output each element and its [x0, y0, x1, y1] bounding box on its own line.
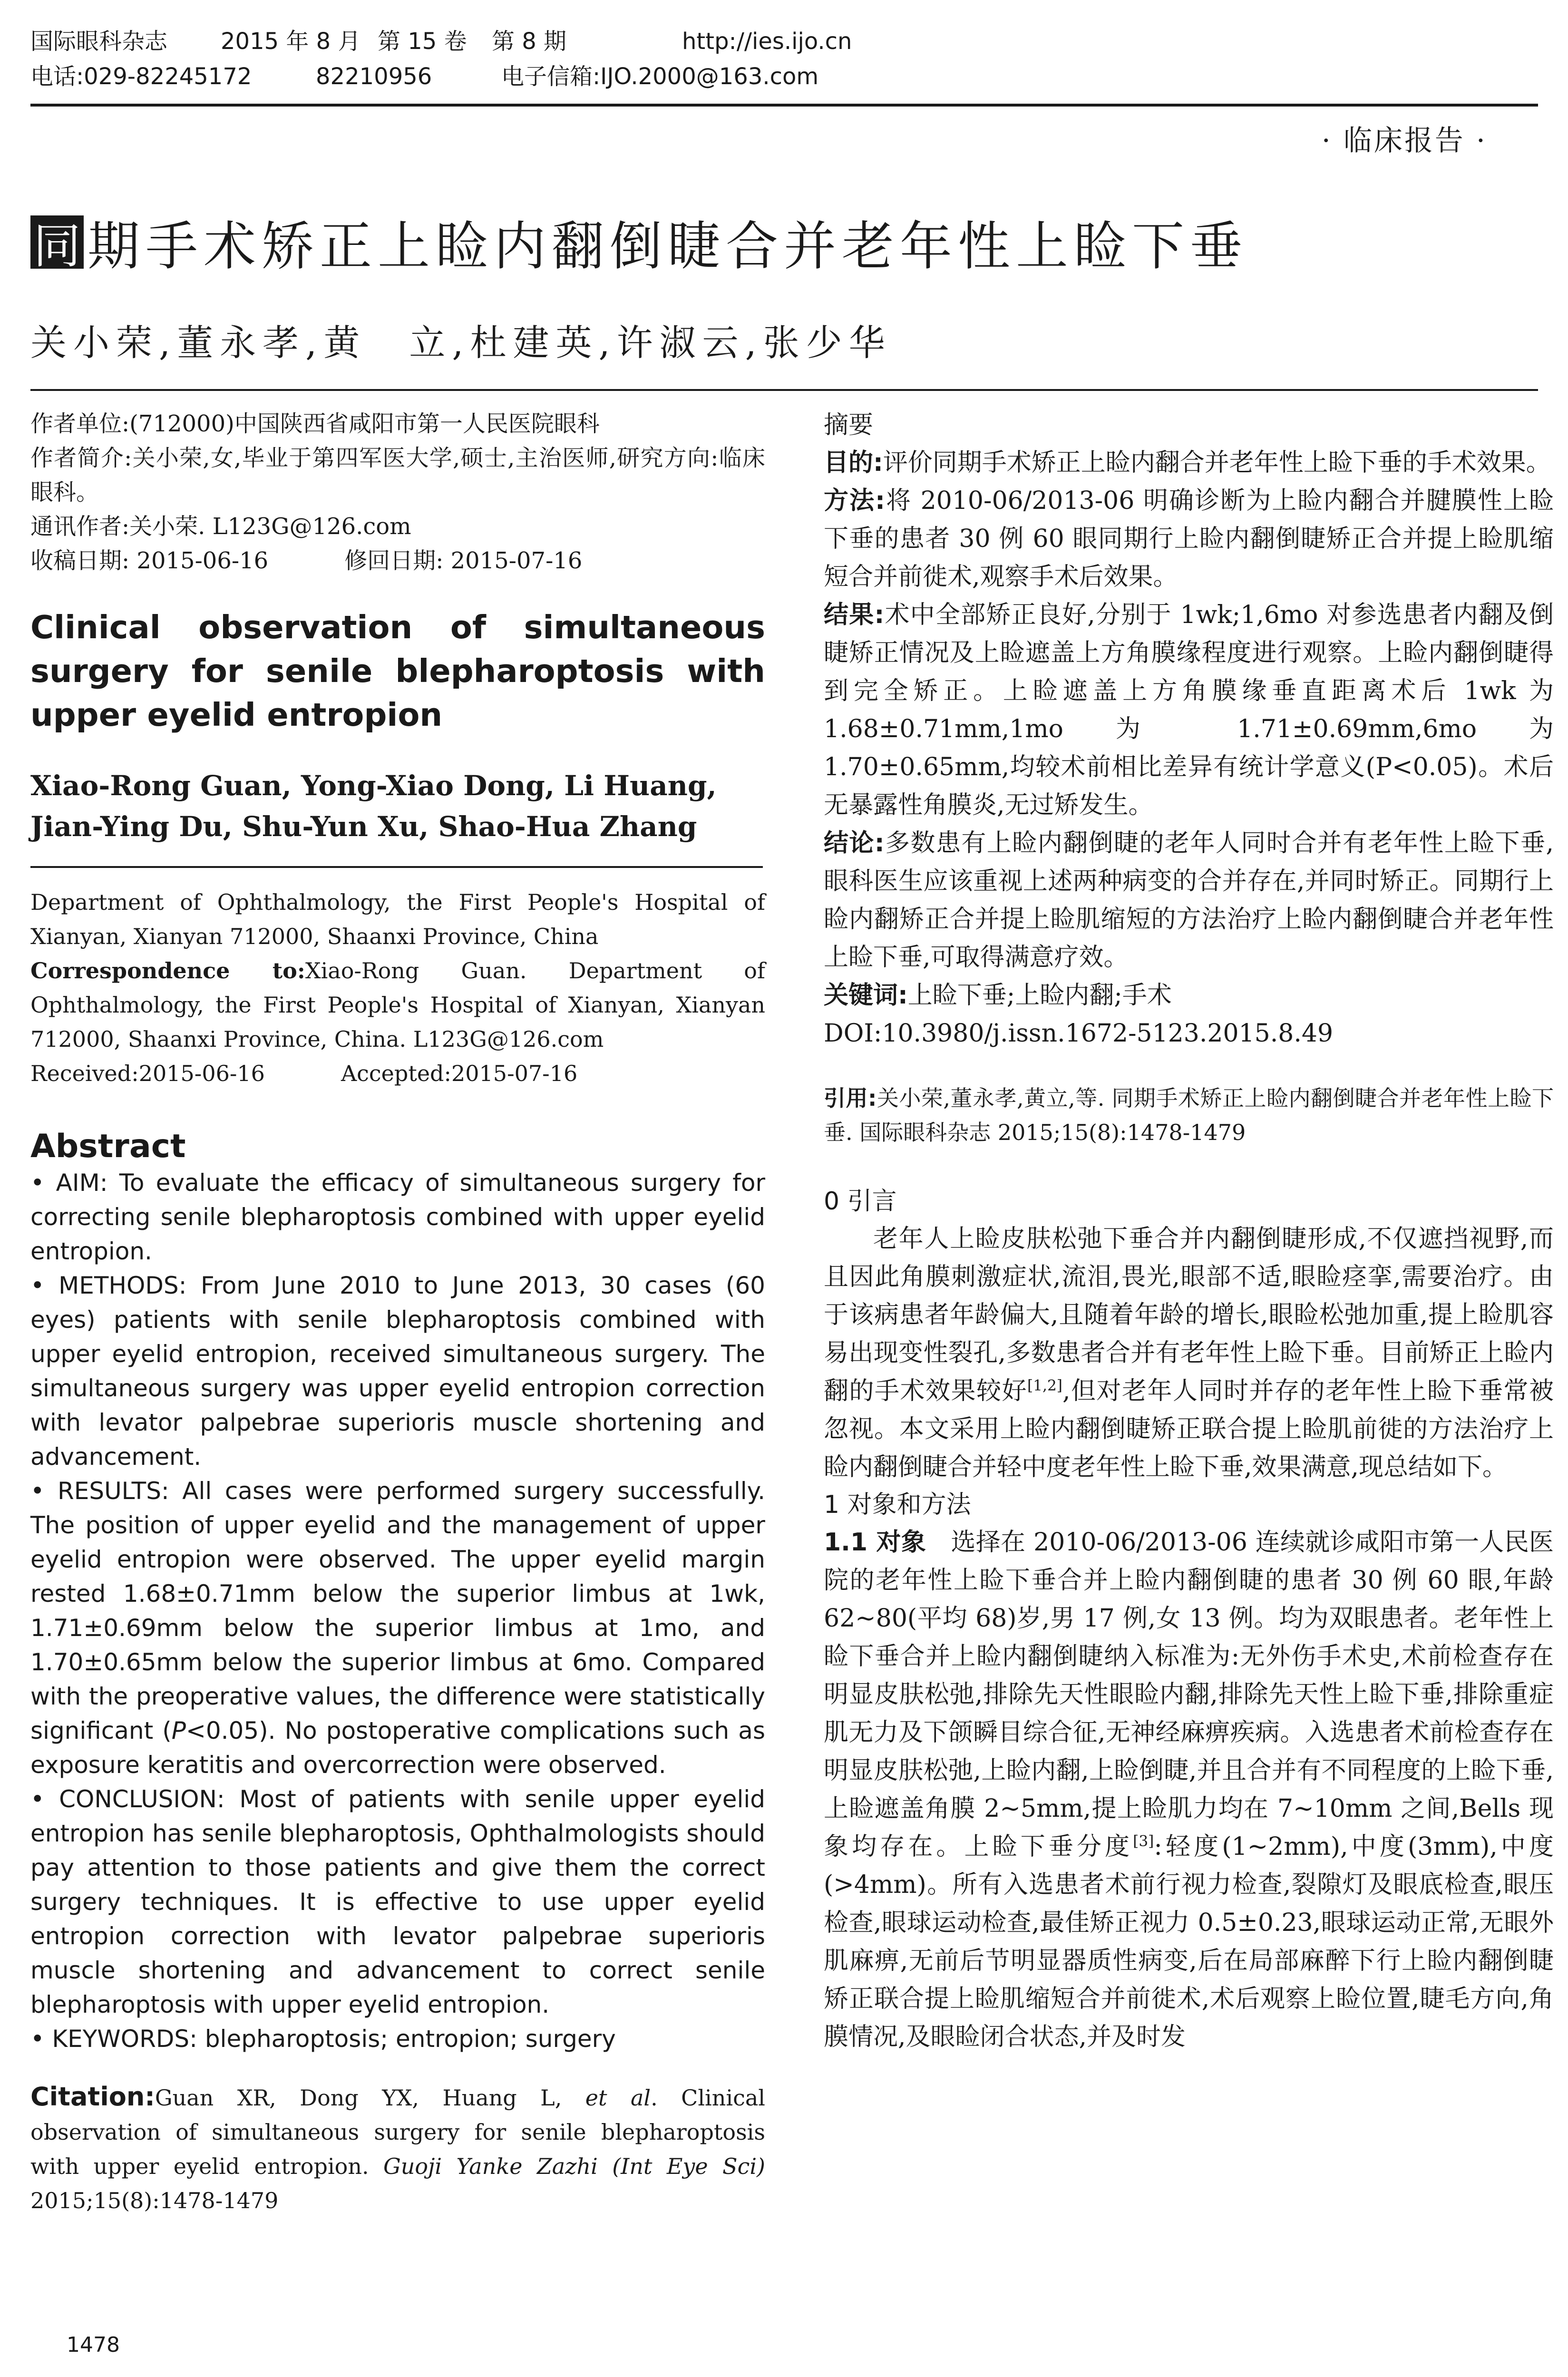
correspondence-text: Xiao-Rong Guan. Department of Ophthalmology, the First People's Hospital of Xianyan, Xianyan 712000, Shaanxi Province, China. L123G@126.com	[30, 958, 765, 1052]
header-rule	[30, 104, 1538, 107]
received-date-en: Received:2015-06-16	[30, 1061, 265, 1086]
cn-methods	[824, 482, 1554, 596]
title-text: 期手术矫正上睑内翻倒睫合并老年性上睑下垂	[88, 216, 1248, 277]
header-line-1	[30, 24, 1538, 59]
journal-url[interactable]: http://ies.ijo.cn	[682, 28, 852, 55]
abstract-results	[30, 1474, 765, 1782]
correspondence	[30, 954, 765, 1056]
volume: 第 15 卷	[378, 28, 467, 55]
abstract-aim: • AIM: To evaluate the efficacy of simultaneous surgery for correcting senile blepharoptosis combined with upper eyelid entropion.	[30, 1169, 765, 1265]
title-rule	[30, 389, 1538, 391]
cn-citation-label: 引用:	[824, 1085, 877, 1111]
cn-citation	[824, 1081, 1554, 1150]
received-date-cn: 收稿日期: 2015-06-16	[30, 547, 269, 574]
results-text-2: <0.05). No postoperative complications such as exposure keratitis and overcorrection were observed.	[30, 1717, 765, 1779]
header-line-2	[30, 59, 1538, 94]
intro-text-2: ,但对老年人同时并存的老年性上睑下垂常被忽视。本文采用上睑内翻倒睫矫正联合提上睑肌前徙的方法治疗上睑内翻倒睫合并轻中度老年性上睑下垂,效果满意,现总结如下。	[824, 1377, 1554, 1481]
cn-keywords-label: 关键词:	[824, 981, 908, 1010]
cn-keywords	[824, 976, 1554, 1014]
cn-citation-text: 关小荣,董永孝,黄立,等. 同期手术矫正上睑内翻倒睫合并老年性上睑下垂. 国际眼科杂志 2015;15(8):1478-1479	[824, 1085, 1554, 1145]
cn-abstract-heading: 摘要	[824, 411, 874, 439]
cn-results	[824, 596, 1554, 824]
methods-heading: 1 对象和方法	[824, 1490, 971, 1519]
results-text-1: • RESULTS: All cases were performed surgery successfully. The position of upper eyelid and the management of upper eyelid entropion were observed. The upper eyelid margin rested 1.68±0.71mm below the superior limbus at 1wk, 1.71±0.69mm below the superior limbus at 1mo, and 1.70±0.65mm below the superior limbus at 6mo. Compared with the preoperative values, the difference were statistically significant (	[30, 1477, 765, 1744]
author-unit: 作者单位:(712000)中国陕西省咸阳市第一人民医院眼科	[30, 410, 600, 437]
citation-volume: 2015;15(8):1478-1479	[30, 2188, 279, 2213]
subjects-text-1: 选择在 2010-06/2013-06 连续就诊咸阳市第一人民医院的老年性上睑下垂合并上睑内翻倒睫的患者 30 例 60 眼,年龄 62~80(平均 68)岁,男 17 例,女 13 例。均为双眼患者。老年性上睑下垂合并上睑内翻倒睫纳入标准为:无外伤手术史,术前检查存在明显皮肤松弛,排除先天性眼睑内翻,排除先天性上睑下垂,排除重症肌无力及下颌瞬目综合征,无神经麻痹疾病。入选患者术前检查存在明显皮肤松弛,上睑内翻,上睑倒睫,并且合并有不同程度的上睑下垂,上睑遮盖角膜 2~5mm,提上睑肌力均在 7~10mm 之间,Bells 现象均存在。上睑下垂分度	[824, 1528, 1554, 1861]
abstract-conclusion: • CONCLUSION: Most of patients with senile upper eyelid entropion has senile blepharoptosis, Ophthalmologists should pay attention to those patients and give them the correct surgery techniques. It is effective to use upper eyelid entropion correction with levator palpebrae superioris muscle shortening and advancement to correct senile blepharoptosis with upper eyelid entropion.	[30, 1785, 765, 2018]
subjects-ref[interactable]: [3]	[1133, 1832, 1154, 1850]
intro-heading: 0 引言	[824, 1187, 897, 1216]
phone-2: 82210956	[316, 63, 432, 90]
english-title: Clinical observation of simultaneous surgery for senile blepharoptosis with upper eyelid entropion	[30, 609, 765, 733]
subjects-text-2: :轻度(1~2mm),中度(3mm),中度(>4mm)。所有入选患者术前行视力检查,裂隙灯及眼底检查,眼压检查,眼球运动检查,最佳矫正视力 0.5±0.23,眼球运动正常,无眼外肌麻痹,无前后节明显器质性病变,后在局部麻醉下行上睑内翻倒睫矫正联合提上睑肌缩短合并前徙术,术后观察上睑位置,睫毛方向,角膜情况,及眼睑闭合状态,并及时发	[824, 1832, 1554, 2051]
title-boxed-char: 同	[30, 215, 84, 269]
left-column	[30, 407, 765, 2218]
cn-conclusion	[824, 824, 1554, 976]
issue-date: 2015 年 8 月	[221, 28, 361, 55]
correspondence-label: Correspondence to:	[30, 958, 305, 984]
cn-methods-label: 方法:	[824, 487, 885, 515]
abstract-methods: • METHODS: From June 2010 to June 2013, 30 cases (60 eyes) patients with senile blepharoptosis combined with upper eyelid entropion, received simultaneous surgery. The simultaneous surgery was upper eyelid entropion correction with levator palpebrae superioris muscle shortening and advancement.	[30, 1272, 765, 1471]
intro-paragraph	[824, 1220, 1554, 1486]
journal-name: 国际眼科杂志	[30, 28, 168, 55]
citation-journal: Guoji Yanke Zazhi (Int Eye Sci)	[383, 2153, 765, 2179]
cn-keywords-text: 上睑下垂;上睑内翻;手术	[907, 981, 1172, 1010]
running-header	[30, 24, 1538, 94]
email[interactable]: 电子信箱:IJO.2000@163.com	[501, 63, 819, 90]
cn-results-text: 术中全部矫正良好,分别于 1wk;1,6mo 对参选患者内翻及倒睫矫正情况及上睑遮盖上方角膜缘程度进行观察。上睑内翻倒睫得到完全矫正。上睑遮盖上方角膜缘垂直距离术后 1wk 为 1.68±0.71mm,1mo 为 1.71±0.69mm,6mo 为 1.70±0.65mm,均较术前相比差异有统计学意义(P<0.05)。术后无暴露性角膜炎,无过矫发生。	[824, 601, 1554, 819]
cn-aim-text: 评价同期手术矫正上睑内翻合并老年性上睑下垂的手术效果。	[883, 448, 1551, 477]
english-authors: Xiao-Rong Guan, Yong-Xiao Dong, Li Huang, Jian-Ying Du, Shu-Yun Xu, Shao-Hua Zhang	[30, 770, 717, 843]
article-title	[30, 205, 1248, 280]
dates-cn	[30, 544, 765, 578]
doi[interactable]: DOI:10.3980/j.issn.1672-5123.2015.8.49	[824, 1019, 1334, 1048]
author-list: 关小荣,董永孝,黄 立,杜建英,许淑云,张少华	[30, 321, 892, 364]
author-bio: 作者简介:关小荣,女,毕业于第四军医大学,硕士,主治医师,研究方向:临床眼科。	[30, 445, 765, 506]
cn-aim-label: 目的:	[824, 448, 883, 477]
abstract-keywords: • KEYWORDS: blepharoptosis; entropion; surgery	[30, 2025, 616, 2053]
citation-etal: et al	[585, 2085, 651, 2111]
subjects-label: 1.1 对象	[824, 1528, 926, 1557]
citation	[30, 2080, 765, 2218]
abstract-heading: Abstract	[30, 1128, 186, 1165]
intro-ref[interactable]: [1,2]	[1027, 1377, 1062, 1394]
cn-aim	[824, 444, 1554, 482]
section-label: · 临床报告 ·	[1321, 124, 1487, 157]
phone: 电话:029-82245172	[30, 63, 252, 90]
citation-title: . Clinical observation of simultaneous surgery for senile blepharoptosis with upper eyelid entropion.	[30, 2085, 766, 2179]
corresponding-author: 通讯作者:关小荣. L123G@126.com	[30, 513, 411, 540]
right-column	[824, 407, 1554, 2056]
revised-date-cn: 修回日期: 2015-07-16	[344, 547, 583, 574]
page-number: 1478	[67, 2333, 120, 2357]
cn-conclusion-text: 多数患有上睑内翻倒睫的老年人同时合并有老年性上睑下垂,眼科医生应该重视上述两种病变的合并存在,并同时矫正。同期行上睑内翻矫正合并提上睑肌缩短的方法治疗上睑内翻倒睫合并老年性上睑下垂,可取得满意疗效。	[824, 829, 1554, 972]
english-rule	[30, 866, 763, 868]
accepted-date-en: Accepted:2015-07-16	[341, 1061, 578, 1086]
intro-text-1: 老年人上睑皮肤松弛下垂合并内翻倒睫形成,不仅遮挡视野,而且因此角膜刺激症状,流泪,畏光,眼部不适,眼睑痉挛,需要治疗。由于该病患者年龄偏大,且随着年龄的增长,眼睑松弛加重,提上睑肌容易出现变性裂孔,多数患者合并有老年性上睑下垂。目前矫正上睑内翻的手术效果较好	[824, 1225, 1554, 1405]
cn-results-label: 结果:	[824, 601, 885, 629]
dates-en	[30, 1056, 765, 1091]
cn-conclusion-label: 结论:	[824, 829, 885, 857]
citation-label: Citation:	[30, 2082, 155, 2112]
subjects-paragraph	[824, 1523, 1554, 2056]
citation-authors: Guan XR, Dong YX, Huang L,	[155, 2085, 585, 2111]
issue: 第 8 期	[492, 28, 567, 55]
results-p: P	[171, 1717, 186, 1744]
cn-methods-text: 将 2010-06/2013-06 明确诊断为上睑内翻合并腱膜性上睑下垂的患者 30 例 60 眼同期行上睑内翻倒睫矫正合并提上睑肌缩短合并前徙术,观察手术后效果。	[824, 487, 1554, 591]
affiliation: Department of Ophthalmology, the First People's Hospital of Xianyan, Xianyan 712000, Shaanxi Province, China	[30, 889, 765, 949]
